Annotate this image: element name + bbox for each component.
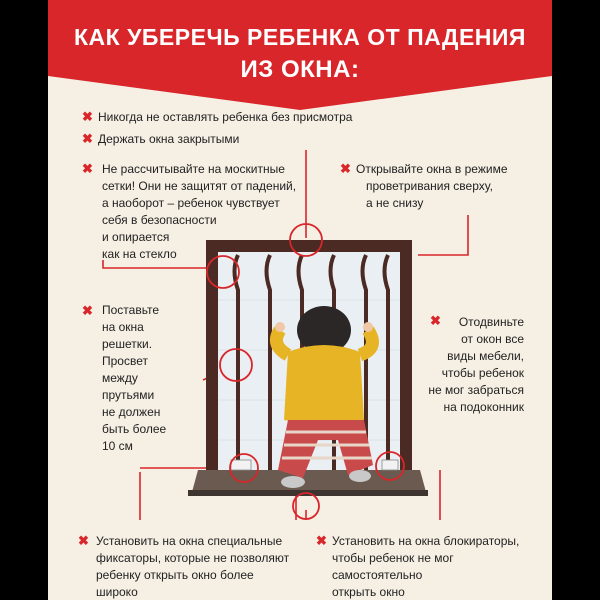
tip-supervise: Никогда не оставлять ребенка без присмотра xyxy=(98,110,353,124)
tip-blockers: Установить на окна блокираторы, чтобы ребенок не мог самостоятельно открыть окно xyxy=(332,534,520,599)
tip-closed: Держать окна закрытыми xyxy=(98,132,240,146)
poster xyxy=(48,0,552,600)
page-subtitle: ИЗ ОКНА: xyxy=(240,56,360,83)
red-cross-icon: ✖ xyxy=(82,161,93,176)
page-title: КАК УБЕРЕЧЬ РЕБЕНКА ОТ ПАДЕНИЯ xyxy=(74,24,526,50)
red-cross-icon: ✖ xyxy=(82,131,93,146)
tip-furniture: Отодвиньте от окон все виды мебели, чтобы ребенок не мог забраться на подоконник xyxy=(428,315,524,414)
red-cross-icon: ✖ xyxy=(316,533,327,548)
tip-fixators: Установить на окна специальные фиксаторы, которые не позволяют ребенку открыть окно более широко xyxy=(96,534,290,599)
tip-open-top: Открывайте окна в режиме проветривания сверху, а не снизу xyxy=(356,162,508,210)
tip-nets: Не рассчитывайте на москитные сетки! Они не защитят от падений, а наоборот – ребенок чувствует себя в безопасности и опирается как на стекло xyxy=(102,162,297,261)
red-cross-icon: ✖ xyxy=(340,161,351,176)
red-cross-icon: ✖ xyxy=(82,303,93,318)
tip-bars: Поставьте на окна решетки. Просвет между прутьями не должен быть более 10 см xyxy=(102,303,167,453)
window-illustration xyxy=(48,0,552,600)
red-cross-icon: ✖ xyxy=(78,533,89,548)
red-cross-icon: ✖ xyxy=(82,109,93,124)
red-cross-icon: ✖ xyxy=(430,313,441,328)
